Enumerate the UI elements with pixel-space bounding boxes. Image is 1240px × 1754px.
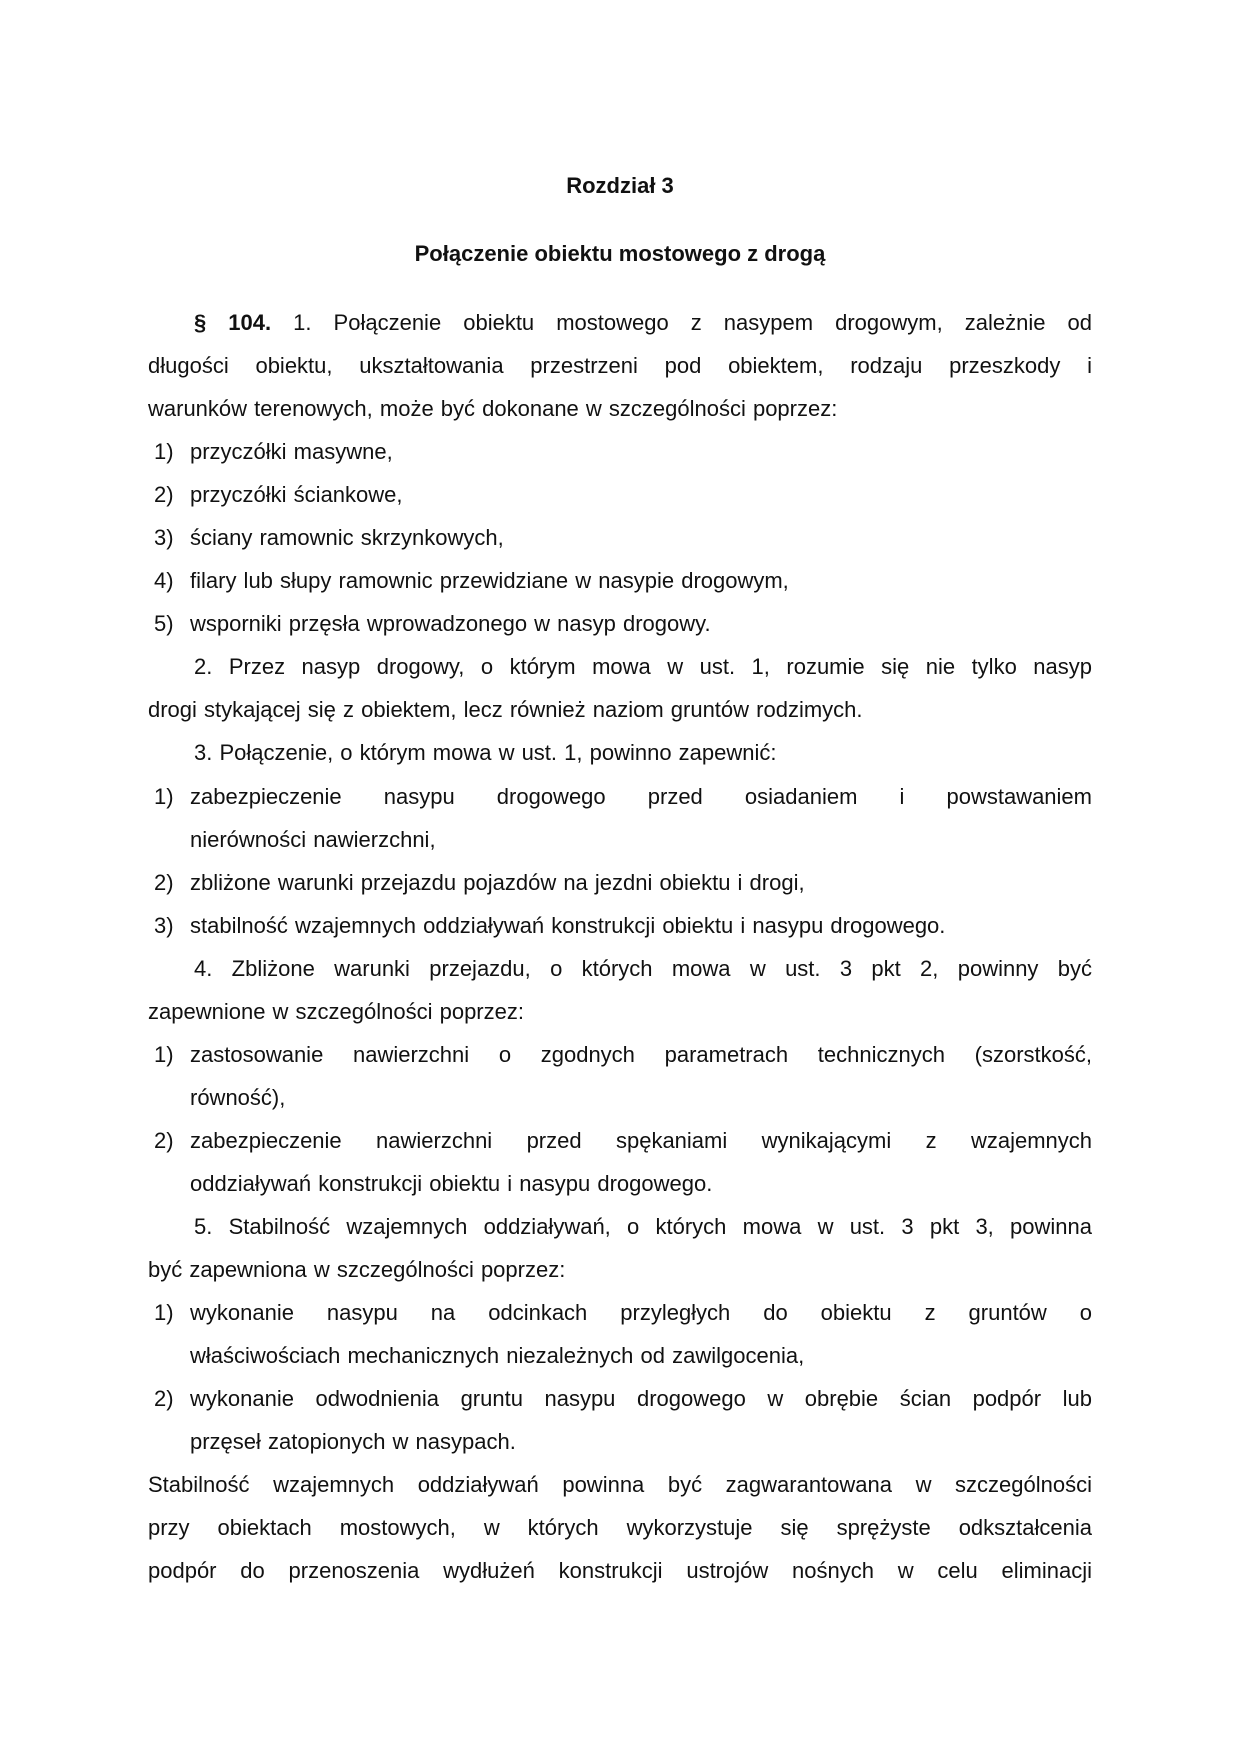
list-item-text: przyczółki ściankowe,: [190, 482, 403, 507]
list-item-text: przyczółki masywne,: [190, 439, 393, 464]
closing-line-1: Stabilność wzajemnych oddziaływań powinna być zagwarantowana w szczególności: [148, 1472, 1092, 1497]
list-item-text: zastosowanie nawierzchni o zgodnych parametrach technicznych (szorstkość,: [190, 1042, 1092, 1067]
section-mark: § 104.: [194, 310, 272, 335]
paragraph-1-line-1-text: 1. Połączenie obiektu mostowego z nasypem drogowym, zależnie od: [293, 310, 1092, 335]
closing-line-2: przy obiektach mostowych, w których wykorzystuje się sprężyste odkształcenia: [148, 1515, 1092, 1540]
list-item-number: 1): [154, 439, 174, 464]
list-item-number: 1): [154, 1042, 174, 1067]
list-item-text-continued: przęseł zatopionych w nasypach.: [190, 1429, 516, 1454]
paragraph-2-line-1: 2. Przez nasyp drogowy, o którym mowa w ust. 1, rozumie się nie tylko nasyp: [194, 654, 1092, 679]
list-item-text-continued: właściwościach mechanicznych niezależnych od zawilgocenia,: [190, 1343, 805, 1368]
paragraph-4-line-2: zapewnione w szczególności poprzez:: [148, 999, 524, 1024]
list-item-number: 2): [154, 1386, 174, 1411]
paragraph-1-line-1: [194, 308, 1092, 338]
paragraph-5-line-1: 5. Stabilność wzajemnych oddziaływań, o których mowa w ust. 3 pkt 3, powinna: [194, 1214, 1092, 1239]
list-item-number: 5): [154, 611, 174, 636]
list-item-number: 2): [154, 870, 174, 895]
list-item-text: zbliżone warunki przejazdu pojazdów na jezdni obiektu i drogi,: [190, 870, 805, 895]
list-item-text: wykonanie odwodnienia gruntu nasypu drogowego w obrębie ścian podpór lub: [190, 1386, 1092, 1411]
list-item-text: wykonanie nasypu na odcinkach przyległych do obiektu z gruntów o: [190, 1300, 1092, 1325]
list-item-number: 3): [154, 913, 174, 938]
paragraph-5-line-2: być zapewniona w szczególności poprzez:: [148, 1257, 566, 1282]
list-item-text-continued: oddziaływań konstrukcji obiektu i nasypu drogowego.: [190, 1171, 713, 1196]
list-item-text: wsporniki przęsła wprowadzonego w nasyp drogowy.: [190, 611, 711, 636]
list-item-number: 2): [154, 482, 174, 507]
list-item-text: filary lub słupy ramownic przewidziane w nasypie drogowym,: [190, 568, 789, 593]
list-item-number: 1): [154, 784, 174, 809]
list-item-text-continued: nierówności nawierzchni,: [190, 827, 436, 852]
list-item-text: ściany ramownic skrzynkowych,: [190, 525, 504, 550]
list-item-text-continued: równość),: [190, 1085, 286, 1110]
list-item-number: 2): [154, 1128, 174, 1153]
list-item-number: 1): [154, 1300, 174, 1325]
paragraph-1-line-3: warunków terenowych, może być dokonane w szczególności poprzez:: [148, 396, 838, 421]
paragraph-1-line-2: długości obiektu, ukształtowania przestrzeni pod obiektem, rodzaju przeszkody i: [148, 353, 1092, 378]
chapter-heading: Rozdział 3: [566, 173, 674, 198]
list-item-number: 4): [154, 568, 174, 593]
closing-line-3: podpór do przenoszenia wydłużeń konstrukcji ustrojów nośnych w celu eliminacji: [148, 1558, 1092, 1583]
list-item-text: stabilność wzajemnych oddziaływań konstrukcji obiektu i nasypu drogowego.: [190, 913, 946, 938]
list-item-text: zabezpieczenie nawierzchni przed spękaniami wynikającymi z wzajemnych: [190, 1128, 1092, 1153]
list-item-number: 3): [154, 525, 174, 550]
paragraph-3-line-1: 3. Połączenie, o którym mowa w ust. 1, powinno zapewnić:: [194, 740, 777, 765]
paragraph-2-line-2: drogi stykającej się z obiektem, lecz również naziom gruntów rodzimych.: [148, 697, 863, 722]
paragraph-4-line-1: 4. Zbliżone warunki przejazdu, o których mowa w ust. 3 pkt 2, powinny być: [194, 956, 1092, 981]
list-item-text: zabezpieczenie nasypu drogowego przed osiadaniem i powstawaniem: [190, 784, 1092, 809]
chapter-title: Połączenie obiektu mostowego z drogą: [414, 241, 826, 266]
